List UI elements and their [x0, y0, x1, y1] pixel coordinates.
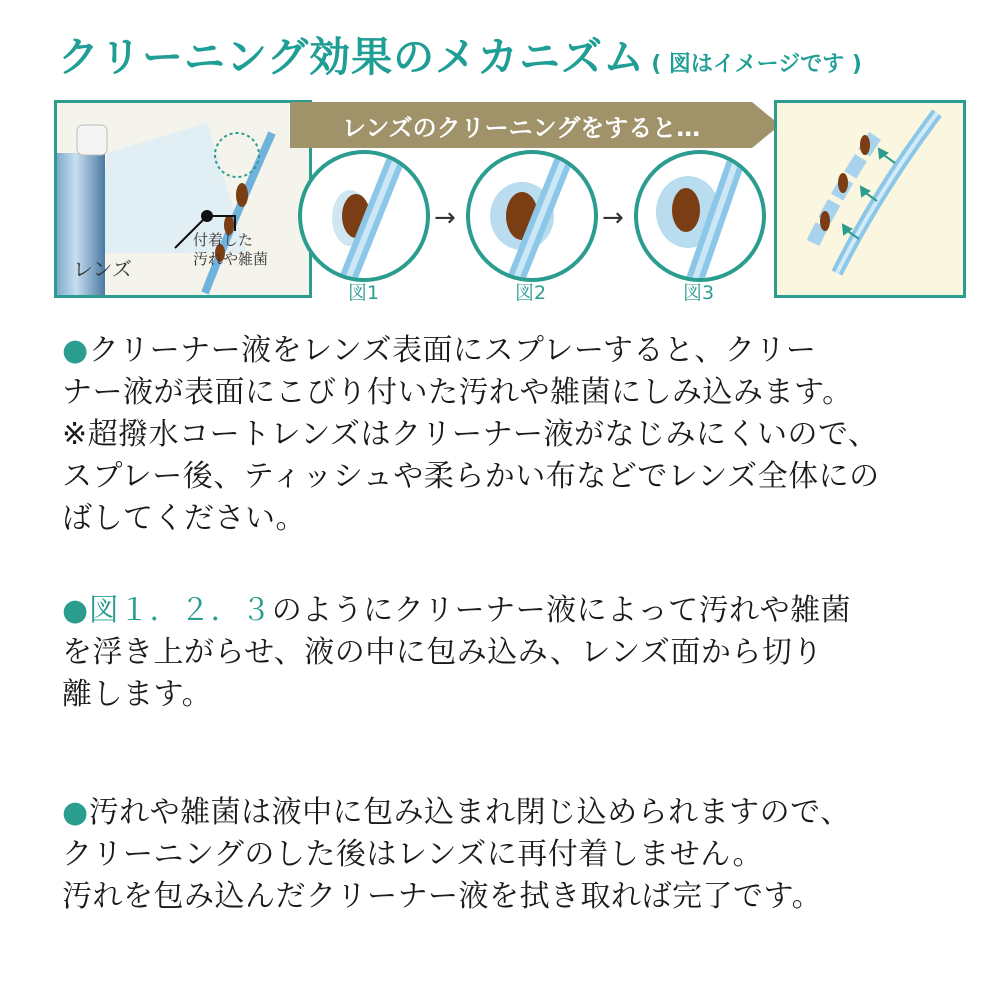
paragraph-spray: ●クリーナー液をレンズ表面にスプレーすると、クリー ナー液が表面にこびり付いた汚れや雑菌にしみ込みます。 ※超撥水コートレンズはクリーナー液がなじみにくいので、 スプレー後、ティッシュや柔らかい布などでレンズ全体にの ばしてください。 [62, 333, 880, 536]
stage-3-circle [634, 150, 766, 282]
bullet-icon: ● [62, 795, 89, 830]
lens-label: レンズ [73, 257, 132, 281]
bullet-icon: ● [62, 333, 89, 368]
title-main: クリーニング効果のメカニズム [58, 33, 646, 81]
banner-text: レンズのクリーニングをすると… [342, 114, 701, 142]
paragraph-lift: ●図１．２．３のようにクリーナー液によって汚れや雑菌 を浮き上がらせ、液の中に包み込み、レンズ面から切り 離します。 [62, 593, 852, 712]
spray-panel [54, 100, 312, 298]
caption-fig3: 図3 [683, 282, 715, 304]
result-panel [774, 100, 966, 298]
paragraph-finish: ●汚れや雑菌は液中に包み込まれ閉じ込められますので、 クリーニングのした後はレンズに再付着しません。 汚れを包み込んだクリーナー液を拭き取れば完了です。 [62, 795, 851, 914]
caption-fig1: 図1 [348, 282, 380, 304]
mechanism-figure [52, 100, 968, 302]
dirt-label: 付着した 汚れや雑菌 [193, 231, 269, 268]
caption-fig2: 図2 [515, 282, 547, 304]
page-title [58, 24, 862, 83]
dirt-spot [236, 183, 248, 207]
title-note: ( 図はイメージです ) [651, 52, 862, 77]
arrow-icon: → [602, 203, 624, 233]
result-illustration [777, 103, 963, 295]
bullet-icon: ● [62, 593, 89, 628]
arrow-icon: → [434, 203, 456, 233]
stage-2-circle [466, 150, 598, 282]
figure-reference: 図１．２．３ [88, 593, 272, 628]
stage-1-circle [298, 150, 430, 282]
spray-nozzle [77, 125, 107, 155]
